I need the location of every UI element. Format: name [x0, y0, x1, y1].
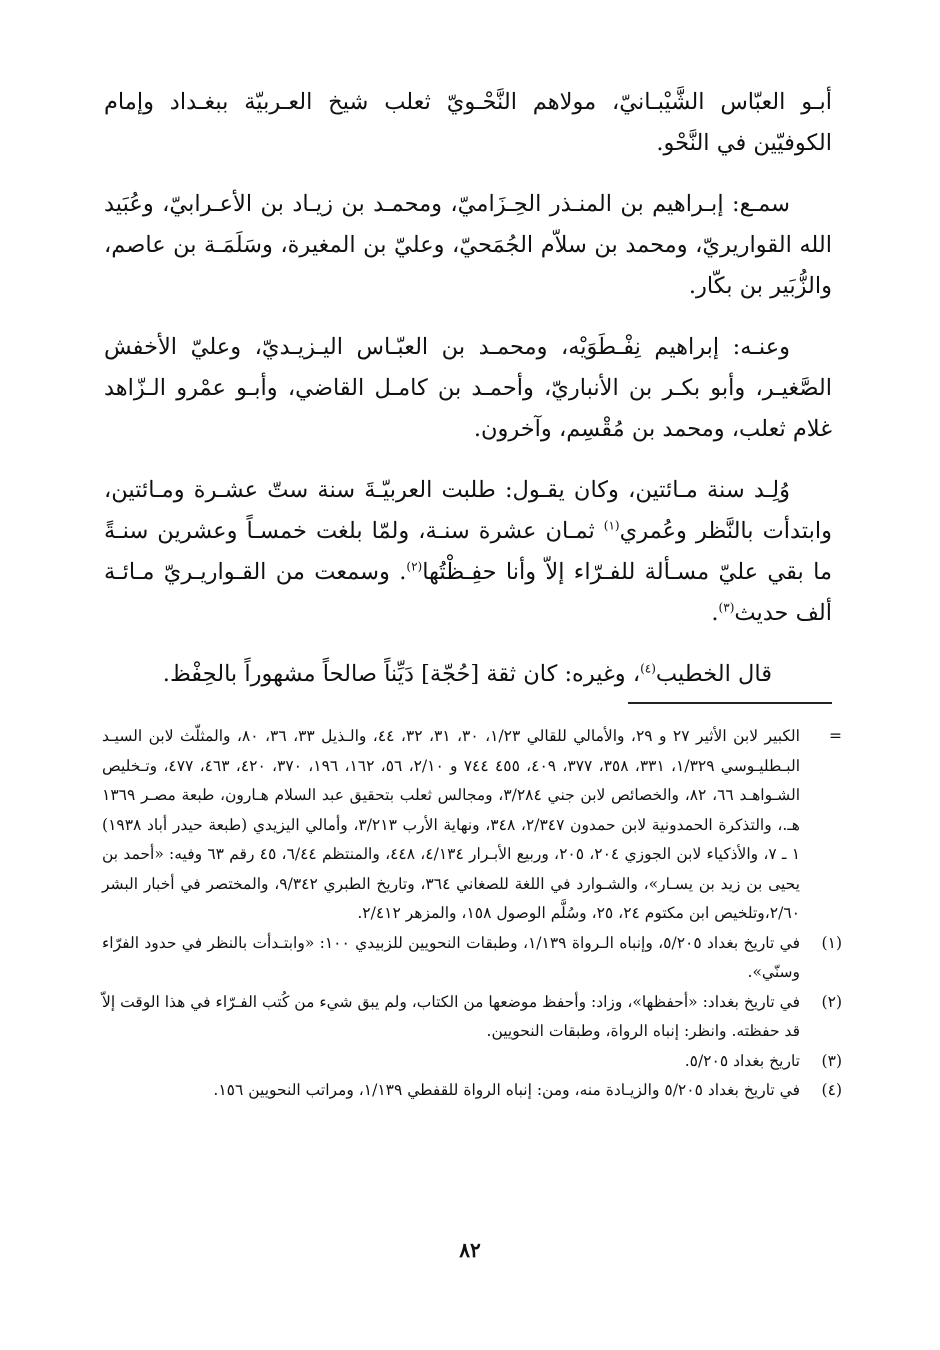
footnote-ref-1: (١)	[603, 518, 620, 533]
paragraph-khatib-part-1: قال الخطيب	[655, 661, 772, 687]
paragraph-intro: أبـو العبّاس الشَّيْبـانيّ، مولاهم النَّحْـويّ ثعلب شيخ العـربيّة ببغـداد وإمام الكوفيّين في النَّحْو.	[104, 89, 832, 156]
footnote-4	[102, 1076, 842, 1106]
paragraph-birth-part-2: ثمـان عشرة سنـة، ولمّا بلغت خمسـاً وعشرين سنـةً ما بقي عليّ مسـألة للفـرّاء إلاّ وأنا حفِـظْتُها	[104, 518, 833, 585]
footnote-mark: (٣)	[821, 1051, 842, 1070]
footnote-mark: (٤)	[821, 1081, 842, 1099]
paragraph-students: وعنـه: إبراهيم نِفْـطَوَيْه، ومحمـد بن العبّـاس اليـزيـديّ، وعليّ الأخفش الصَّغيـر، وأبو بكـر بن الأنباريّ، وأحمـد بن كامـل القاضي، وأبـو عمْرو الـزّاهد غلام ثعلب، ومحمد بن مُقْسِم، وآخرون.	[104, 334, 832, 442]
footnote-text: الكبير لابن الأثير ٢٧ و ٢٩، والأمالي للقالي ١/٢٣، ٣٠، ٣١، ٣٢، ٤٤، والـذيل ٣٣، ٣٦، ٨٠، والمثلّث لابن السيـد البـطليـوسي ١/٣٢٩، ٣٣١، ٣٥٨، ٣٧٧، ٤٠٩، ٤٥٥ ٧٤٤ و ٢/١٠، ٥٦، ١٦٢، ١٩٦، ٣٧٠، ٤٢٠، ٤٦٣، ٤٧٧، وتـخليص الشـواهـد ٦٦، ٨٢، والخصائص لابن جني ٣/٢٨٤، ومجالس ثعلب بتحقيق عبد السلام هـارون، طبعة مصـر ١٣٦٩ هـ.، والتذكرة الحمدونية لابن حمدون ٢/٣٤٧، ٣٤٨، ونهاية الأرب ٣/٢١٣، وأمالي اليزيدي (طبعة حيدر أباد ١٩٣٨) ١ ـ ٧، والأذكياء لابن الجوزي ٢٠٤، ٢٠٥، وربيع الأبـرار ٤/١٣٤، ٤٤٨، والمنتظم ٦/٤٤، ٤٥ رقم ٦٣ وفيه: «أحمد بن يحيى بن زيد بن يسـار»، والشـوارد في اللغة للصغاني ٣٦٤، وتاريخ الطبري ٩/٣٤٢، والمختصر في أخبار البشر ٢/٦٠،وتلخيص ابن مكتوم ٢٤، ٢٥، وسُلَّم الوصول ١٥٨، والمزهر ٢/٤١٢.	[102, 727, 801, 922]
footnote-ref-2: (٢)	[406, 559, 423, 574]
paragraph-birth-part-1: وُلِـد سنة مـائتين، وكان يقـول: طلبت العربيّـةَ سنة ستّ عشـرة ومـائتين، وابتدأت بالنَّظر وعُمري	[104, 477, 832, 544]
main-text	[104, 82, 832, 715]
footnote-ref-4: (٤)	[640, 661, 656, 676]
footnote-text: تاريخ بغداد ٥/٢٠٥.	[684, 1051, 800, 1070]
footnote-mark: (١)	[821, 933, 842, 952]
paragraph-khatib-part-2: ، وغيره: كان ثقة [حُجّة] دَيِّناً صالحاً مشهوراً بالحِفْظ.	[162, 661, 641, 687]
footnote-1	[102, 929, 842, 988]
page-number: ٨٢	[459, 1238, 481, 1262]
paragraph-birth-part-3: . وسمعت من القـواريـريّ مـائـة ألف حديث	[104, 559, 832, 626]
paragraph-khatib	[104, 654, 832, 695]
footnote-text: في تاريخ بغداد: «أحفظها»، وزاد: وأحفظ موضعها من الكتاب، ولم يبق شيء من كُتب الفـرّاء في هذا الوقت إلاّ قد حفظته. وانظر: إنباه الرواة، وطبقات النحويين.	[102, 992, 800, 1040]
footnote-text: في تاريخ بغداد ٥/٢٠٥، وإنباه الـرواة ١/١٣٩، وطبقات النحويين للزبيدي ١٠٠: «وابتـدأت بالنظر في حدود الفرّاء وسنّي».	[102, 933, 800, 981]
footnotes	[102, 722, 842, 1106]
footnote-separator	[628, 702, 832, 704]
footnote-continued	[102, 722, 842, 929]
paragraph-teachers: سمـع: إبـراهيم بن المنـذر الحِـزَاميّ، ومحمـد بن زيـاد بن الأعـرابيّ، وعُبَيد الله القواريريّ، ومحمد بن سلاّم الجُمَحيّ، وعليّ بن المغيرة، وسَلَمَـة بن عاصم، والزُّبَير بن بكّار.	[104, 191, 832, 299]
paragraph-birth-part-4: .	[711, 600, 719, 626]
footnote-3	[102, 1047, 842, 1077]
footnote-ref-3: (٣)	[718, 600, 735, 615]
footnote-2	[102, 988, 842, 1047]
footnote-text: في تاريخ بغداد ٥/٢٠٥ والزيـادة منه، ومن: إنباه الرواة للقفطي ١/١٣٩، ومراتب النحويين ١٥٦.	[213, 1081, 800, 1099]
paragraph-birth	[104, 470, 832, 634]
footnote-mark: (٢)	[821, 992, 842, 1011]
footnote-mark: =	[829, 727, 842, 745]
